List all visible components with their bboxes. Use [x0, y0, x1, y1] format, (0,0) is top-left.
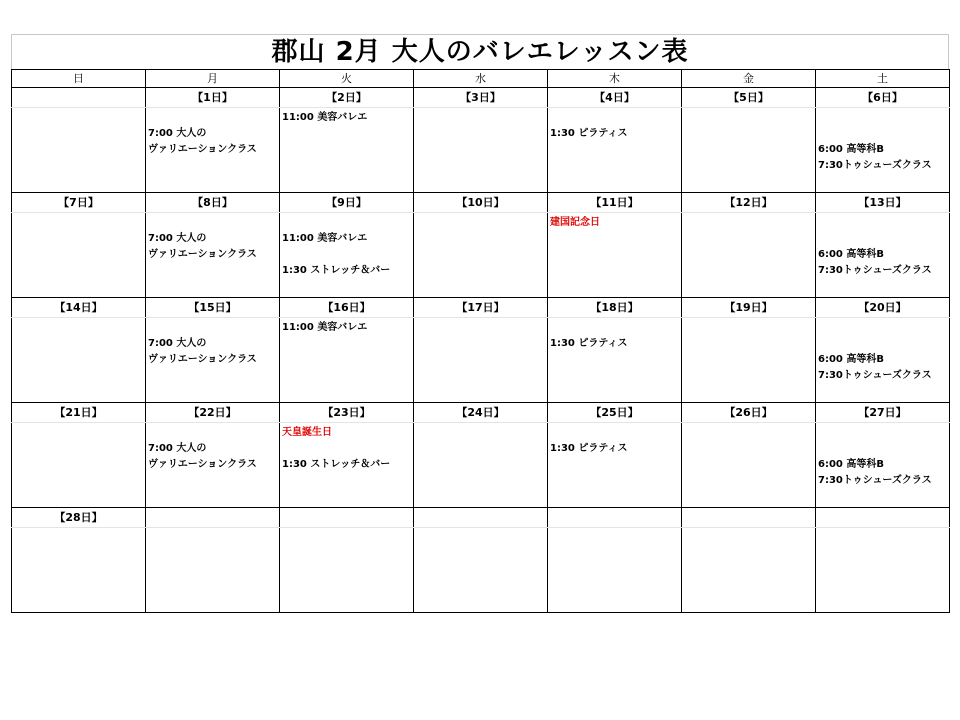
date-label: 【16日】 — [280, 298, 414, 318]
day-cell — [548, 318, 682, 403]
weekday-mon: 月 — [146, 70, 280, 88]
date-label: 【20日】 — [816, 298, 950, 318]
lesson-entry: ヴァリエーションクラス — [148, 144, 257, 155]
date-label — [414, 508, 548, 528]
date-label — [280, 508, 414, 528]
day-cell — [414, 528, 548, 613]
lesson-entry: 1:30 ピラティス — [550, 128, 628, 139]
date-label: 【24日】 — [414, 403, 548, 423]
date-label: 【11日】 — [548, 193, 682, 213]
date-label: 【27日】 — [816, 403, 950, 423]
date-label: 【6日】 — [816, 88, 950, 108]
lesson-entry: 1:30 ストレッチ＆バー — [282, 265, 391, 276]
lesson-entry: 1:30 ピラティス — [550, 338, 628, 349]
lesson-entry: 6:00 高等科B — [818, 354, 884, 365]
lesson-entry: 6:00 高等科B — [818, 459, 884, 470]
date-label: 【28日】 — [12, 508, 146, 528]
date-row — [12, 88, 950, 108]
weekday-sat: 土 — [816, 70, 950, 88]
date-label: 【2日】 — [280, 88, 414, 108]
date-label: 【26日】 — [682, 403, 816, 423]
date-label: 【12日】 — [682, 193, 816, 213]
day-cell — [414, 318, 548, 403]
day-cell — [816, 318, 950, 403]
lesson-entry: 7:30トゥシューズクラス — [818, 475, 932, 486]
day-cell — [280, 318, 414, 403]
date-label: 【23日】 — [280, 403, 414, 423]
date-label: 【8日】 — [146, 193, 280, 213]
date-label: 【25日】 — [548, 403, 682, 423]
lesson-entry: 1:30 ピラティス — [550, 443, 628, 454]
date-label: 【1日】 — [146, 88, 280, 108]
lesson-entry: 7:00 大人の — [148, 233, 207, 244]
day-cell — [548, 528, 682, 613]
weekday-fri: 金 — [682, 70, 816, 88]
date-label: 【14日】 — [12, 298, 146, 318]
date-label: 【13日】 — [816, 193, 950, 213]
lesson-entry: ヴァリエーションクラス — [148, 249, 257, 260]
weekday-thu: 木 — [548, 70, 682, 88]
holiday-label: 天皇誕生日 — [282, 427, 332, 438]
day-cell — [682, 528, 816, 613]
week-body-row — [12, 423, 950, 508]
day-cell — [548, 423, 682, 508]
lesson-entry: 11:00 美容バレエ — [282, 322, 368, 333]
weekday-tue: 火 — [280, 70, 414, 88]
day-cell — [816, 423, 950, 508]
day-cell — [146, 423, 280, 508]
lesson-entry: ヴァリエーションクラス — [148, 354, 257, 365]
lesson-entry: 7:00 大人の — [148, 443, 207, 454]
date-label: 【19日】 — [682, 298, 816, 318]
date-label: 【21日】 — [12, 403, 146, 423]
day-cell — [146, 528, 280, 613]
lesson-entry: 11:00 美容バレエ — [282, 112, 368, 123]
day-cell — [414, 213, 548, 298]
date-row — [12, 403, 950, 423]
lesson-entry: 7:00 大人の — [148, 338, 207, 349]
lesson-entry: 7:30トゥシューズクラス — [818, 160, 932, 171]
weekday-sun: 日 — [12, 70, 146, 88]
date-label: 【4日】 — [548, 88, 682, 108]
date-label: 【7日】 — [12, 193, 146, 213]
week-body-row — [12, 108, 950, 193]
week-body-row — [12, 528, 950, 613]
day-cell — [12, 423, 146, 508]
day-cell — [280, 213, 414, 298]
calendar-grid — [11, 69, 950, 613]
lesson-entry: 6:00 高等科B — [818, 144, 884, 155]
day-cell — [548, 213, 682, 298]
date-label — [548, 508, 682, 528]
day-cell — [816, 528, 950, 613]
day-cell — [414, 108, 548, 193]
date-row — [12, 508, 950, 528]
day-cell — [12, 318, 146, 403]
day-cell — [682, 213, 816, 298]
date-label: 【15日】 — [146, 298, 280, 318]
date-label: 【5日】 — [682, 88, 816, 108]
day-cell — [146, 318, 280, 403]
date-label: 【10日】 — [414, 193, 548, 213]
day-cell — [548, 108, 682, 193]
day-cell — [682, 108, 816, 193]
day-cell — [146, 213, 280, 298]
date-label — [12, 88, 146, 108]
day-cell — [816, 213, 950, 298]
lesson-entry: 6:00 高等科B — [818, 249, 884, 260]
lesson-entry: ヴァリエーションクラス — [148, 459, 257, 470]
lesson-entry: 11:00 美容バレエ — [282, 233, 368, 244]
day-cell — [146, 108, 280, 193]
day-cell — [12, 213, 146, 298]
date-row — [12, 298, 950, 318]
holiday-label: 建国記念日 — [550, 217, 600, 228]
date-label: 【9日】 — [280, 193, 414, 213]
week-body-row — [12, 213, 950, 298]
weekday-header-row — [12, 70, 950, 88]
day-cell — [414, 423, 548, 508]
schedule-title: 郡山 2月 大人のバレエレッスン表 — [11, 34, 949, 69]
date-label: 【22日】 — [146, 403, 280, 423]
date-label — [146, 508, 280, 528]
date-label — [816, 508, 950, 528]
weekday-wed: 水 — [414, 70, 548, 88]
lesson-entry: 7:30トゥシューズクラス — [818, 370, 932, 381]
date-label — [682, 508, 816, 528]
week-body-row — [12, 318, 950, 403]
day-cell — [682, 423, 816, 508]
date-row — [12, 193, 950, 213]
day-cell — [280, 423, 414, 508]
date-label: 【18日】 — [548, 298, 682, 318]
day-cell — [682, 318, 816, 403]
date-label: 【3日】 — [414, 88, 548, 108]
lesson-entry: 7:00 大人の — [148, 128, 207, 139]
day-cell — [280, 108, 414, 193]
day-cell — [12, 528, 146, 613]
schedule-sheet — [11, 34, 949, 613]
lesson-entry: 7:30トゥシューズクラス — [818, 265, 932, 276]
day-cell — [280, 528, 414, 613]
day-cell — [816, 108, 950, 193]
date-label: 【17日】 — [414, 298, 548, 318]
day-cell — [12, 108, 146, 193]
lesson-entry: 1:30 ストレッチ＆バー — [282, 459, 391, 470]
